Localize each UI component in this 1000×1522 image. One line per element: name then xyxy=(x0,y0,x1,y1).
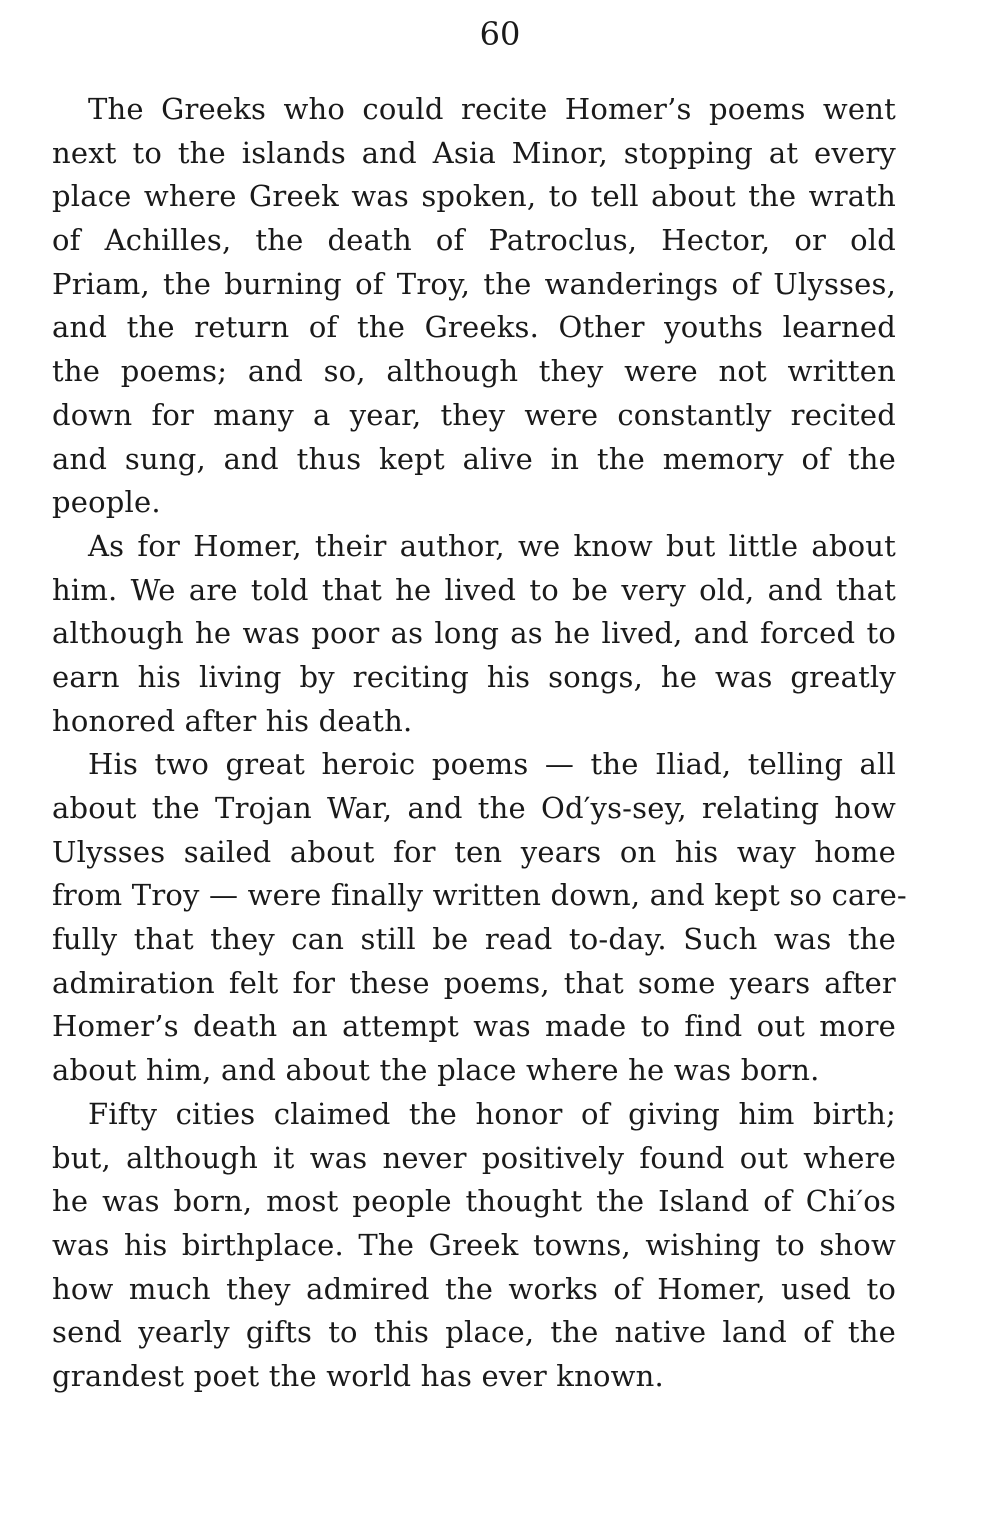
paragraph-3 xyxy=(52,743,907,1093)
paragraph-2 xyxy=(52,525,896,743)
text-line: people. xyxy=(52,485,161,520)
text-line: and the return of the Greeks. Other youths learned xyxy=(52,310,896,345)
text-line: but, although it was never positively found out where xyxy=(52,1140,896,1175)
text-line: Priam, the burning of Troy, the wanderings of Ulysses, xyxy=(52,266,896,301)
paragraph-4 xyxy=(52,1093,896,1399)
text-line: next to the islands and Asia Minor, stopping at every xyxy=(52,135,896,170)
text-line: send yearly gifts to this place, the native land of the xyxy=(52,1315,896,1350)
text-line: of Achilles, the death of Patroclus, Hector, or old xyxy=(52,223,896,258)
text-line: earn his living by reciting his songs, he was greatly xyxy=(52,659,896,694)
text-line: down for many a year, they were constantly recited xyxy=(52,397,896,432)
text-line: from Troy — were finally written down, and kept so care- xyxy=(52,878,907,913)
text-line: although he was poor as long as he lived, and forced to xyxy=(52,616,896,651)
text-line: fully that they can still be read to-day. Such was the xyxy=(52,922,896,957)
paragraph-1 xyxy=(52,88,896,525)
text-line: place where Greek was spoken, to tell about the wrath xyxy=(52,179,896,214)
text-line: As for Homer, their author, we know but little about xyxy=(88,528,896,563)
text-line: how much they admired the works of Homer, used to xyxy=(52,1271,896,1306)
text-line: honored after his death. xyxy=(52,703,413,738)
text-line: the poems; and so, although they were not written xyxy=(52,354,896,389)
text-line: Ulysses sailed about for ten years on his way home xyxy=(52,834,896,869)
text-line: Homer’s death an attempt was made to find out more xyxy=(52,1009,896,1044)
text-line: he was born, most people thought the Island of Chi′os xyxy=(52,1184,896,1219)
text-line: about the Trojan War, and the Od′ys-sey, relating how xyxy=(52,791,896,825)
text-line: The Greeks who could recite Homer’s poems went xyxy=(88,92,896,126)
text-line: about him, and about the place where he was born. xyxy=(52,1053,820,1088)
page-number: 60 xyxy=(479,15,521,53)
text-line: His two great heroic poems — the Iliad, telling all xyxy=(88,747,896,782)
body-text xyxy=(52,88,907,1399)
text-line: admiration felt for these poems, that some years after xyxy=(52,965,896,1000)
text-line: Fifty cities claimed the honor of giving him birth; xyxy=(88,1096,896,1131)
text-line: grandest poet the world has ever known. xyxy=(52,1358,664,1393)
text-line: him. We are told that he lived to be very old, and that xyxy=(52,572,896,607)
text-line: and sung, and thus kept alive in the memory of the xyxy=(52,441,896,476)
text-line: was his birthplace. The Greek towns, wishing to show xyxy=(52,1227,896,1262)
